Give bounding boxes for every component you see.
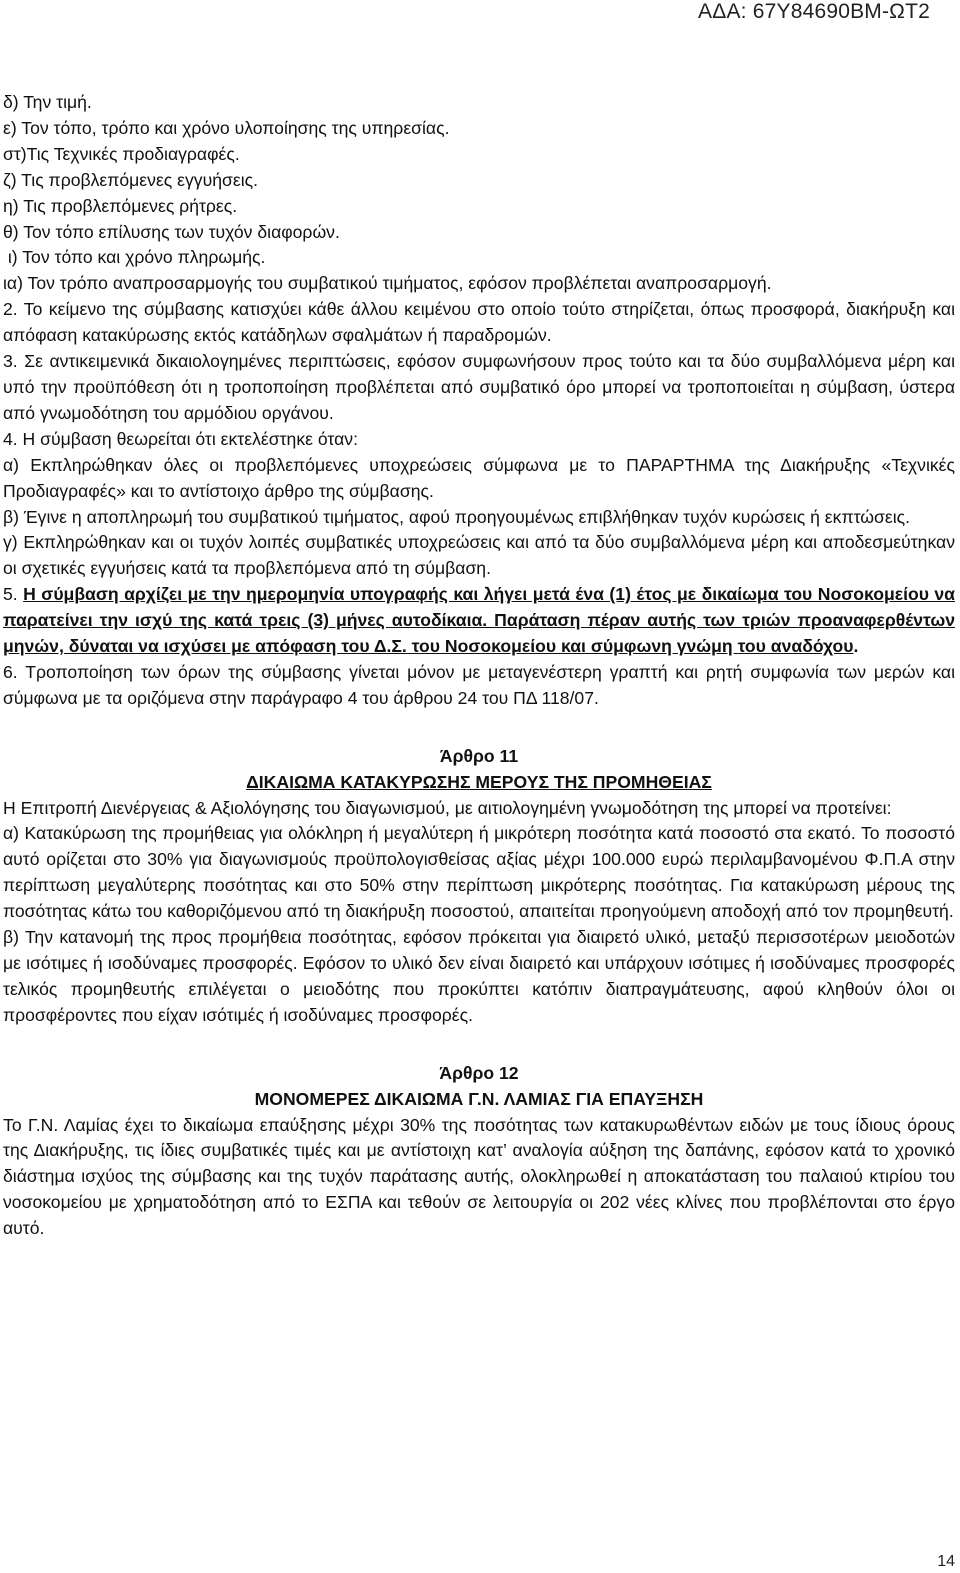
page-number: 14	[937, 1553, 955, 1570]
list-item-i: ι) Τον τόπο και χρόνο πληρωμής.	[3, 247, 266, 268]
paragraph-2: 2. Το κείμενο της σύμβασης κατισχύει κάθε άλλου κειμένου στο οποίο τούτο στηρίζεται, όπως προσφορά, διακήρυξη και απόφαση κατακύρωσης εκτός κατάδηλων σφαλμάτων ή παραδρομών.	[3, 299, 955, 346]
paragraph-5	[3, 582, 955, 660]
paragraph-5-number: 5.	[3, 584, 24, 605]
list-item-th: θ) Τον τόπο επίλυσης των τυχόν διαφορών.	[3, 221, 340, 242]
list-item-e: ε) Τον τόπο, τρόπο και χρόνο υλοποίησης της υπηρεσίας.	[3, 117, 450, 138]
list-item-h: η) Τις προβλεπόμενες ρήτρες.	[3, 195, 238, 216]
paragraph-3: 3. Σε αντικειμενικά δικαιολογημένες περιπτώσεις, εφόσον συμφωνήσουν προς τούτο και τα δύο συμβαλλόμενα μέρη και υπό την προϋπόθεση ότι η τροποποίηση προβλέπεται από συμβατικό όρο μπορεί να τροποποιείται η σύμβαση, ύστερα από γνωμοδότηση του αρμόδιου οργάνου.	[3, 351, 955, 423]
paragraph-6: 6. Τροποποίηση των όρων της σύμβασης γίνεται μόνον με μεταγενέστερη γραπτή και ρητή συμφωνία των μερών και σύμφωνα με τα οριζόμενα στην παράγραφο 4 του άρθρου 24 του ΠΔ 118/07.	[3, 661, 955, 708]
document-body	[3, 90, 955, 1242]
list-item-d: δ) Την τιμή.	[3, 92, 92, 112]
list-item-st: στ)Τις Τεχνικές προδιαγραφές.	[3, 143, 240, 164]
article-12-body: Το Γ.Ν. Λαμίας έχει το δικαίωμα επαύξησης μέχρι 30% της ποσότητας των κατακυρωθέντων ειδών με τους ίδιους όρους της Διακήρυξης, τις ίδιες συμβατικές τιμές και με αντίστοιχη κατ’ αναλογία αύξηση της δαπάνης, εφόσον κατά το χρονικό διάστημα ισχύος της σύμβασης και της τυχόν παράτασης αυτής, ολοκληρωθεί η αποκατάσταση του παλαιού κτιρίου του νοσοκομείου με χρηματοδότηση από το ΕΣΠΑ και τεθούν σε λειτουργία οι 202 νέες κλίνες που προβλέπονται στο έργο αυτό.	[3, 1114, 955, 1239]
paragraph-4-b: β) Έγινε η αποπληρωμή του συμβατικού τιμήματος, αφού προηγουμένως επιβλήθηκαν τυχόν κυρώσεις ή εκπτώσεις.	[3, 506, 910, 527]
paragraph-4-a: α) Εκπληρώθηκαν όλες οι προβλεπόμενες υποχρεώσεις σύμφωνα με το ΠΑΡΑΡΤΗΜΑ της Διακήρυξης «Τεχνικές Προδιαγραφές» και το αντίστοιχο άρθρο της σύμβασης.	[3, 454, 955, 501]
article-11-b: β) Την κατανομή της προς προμήθεια ποσότητας, εφόσον πρόκειται για διαιρετό υλικό, μεταξύ περισσοτέρων μειοδοτών με ισότιμες ή ισοδύναμες προσφορές. Εφόσον το υλικό δεν είναι διαιρετό και υπάρχουν ισότιμες ή ισοδύναμες προσφορές τελικός προμηθευτής επιλέγεται ο μειοδότης που προκύπτει κατόπιν διαπραγμάτευσης, αφού κληθούν όλοι οι προσφέροντες που είχαν ισότιμές ή ισοδύναμες προσφορές.	[3, 927, 955, 1025]
paragraph-5-emphasis: Η σύμβαση αρχίζει με την ημερομηνία υπογραφής και λήγει μετά ένα (1) έτος με δικαίωμα του Νοσοκομείου να παρατείνει την ισχύ της κατά τρεις (3) μήνες αυτοδίκαια. Παράταση πέραν αυτής των τριών προαναφερθέντων μηνών, δύναται να ισχύσει με απόφαση του Δ.Σ. του Νοσοκομείου και σύμφωνη γνώμη του αναδόχου	[3, 584, 955, 657]
document-code: ΑΔΑ: 67Υ84690ΒΜ-ΩΤ2	[698, 0, 930, 23]
paragraph-4-c: γ) Εκπληρώθηκαν και οι τυχόν λοιπές συμβατικές υποχρεώσεις και από τα δύο συμβαλλόμενα μέρη και αποδεσμεύτηκαν οι σχετικές εγγυήσεις κατά τα προβλεπόμενα από τη σύμβαση.	[3, 532, 955, 579]
paragraph-4-intro: 4. Η σύμβαση θεωρείται ότι εκτελέστηκε όταν:	[3, 428, 358, 449]
article-11-heading: Άρθρο 11	[439, 745, 519, 766]
list-item-z: ζ) Τις προβλεπόμενες εγγυήσεις.	[3, 169, 258, 190]
article-11-intro: Η Επιτροπή Διενέργειας & Αξιολόγησης του διαγωνισμού, με αιτιολογημένη γνωμοδότηση της μπορεί να προτείνει:	[3, 797, 892, 818]
paragraph-5-tail: .	[853, 636, 859, 657]
article-11-title	[3, 770, 955, 796]
article-12-heading: Άρθρο 12	[439, 1062, 519, 1083]
article-11-title-text: ΔΙΚΑΙΩΜΑ ΚΑΤΑΚΥΡΩΣΗΣ ΜΕΡΟΥΣ ΤΗΣ ΠΡΟΜΗΘΕΙΑΣ	[246, 771, 712, 792]
article-11-a: α) Κατακύρωση της προμήθειας για ολόκληρη ή μεγαλύτερη ή μικρότερη ποσότητα κατά ποσοστό στα εκατό. Το ποσοστό αυτό ορίζεται στο 30% για διαγωνισμούς προϋπολογισθείσας αξίας μέχρι 100.000 ευρώ περιλαμβανομένου Φ.Π.Α στην περίπτωση μεγαλύτερης ποσότητας και στο 50% στην περίπτωση μικρότερης ποσότητας. Για κατακύρωση μέρους της ποσότητας κάτω του καθοριζόμενου από τη διακήρυξη ποσοστού, απαιτείται προηγούμενη αποδοχή από τον προμηθευτή.	[3, 823, 955, 922]
list-item-ia: ια) Τον τρόπο αναπροσαρμογής του συμβατικού τιμήματος, εφόσον προβλέπεται αναπροσαρμογή.	[3, 273, 772, 294]
article-12-title: ΜΟΝΟΜΕΡΕΣ ΔΙΚΑΙΩΜΑ Γ.Ν. ΛΑΜΙΑΣ ΓΙΑ ΕΠΑΥΞΗΣΗ	[254, 1088, 704, 1109]
